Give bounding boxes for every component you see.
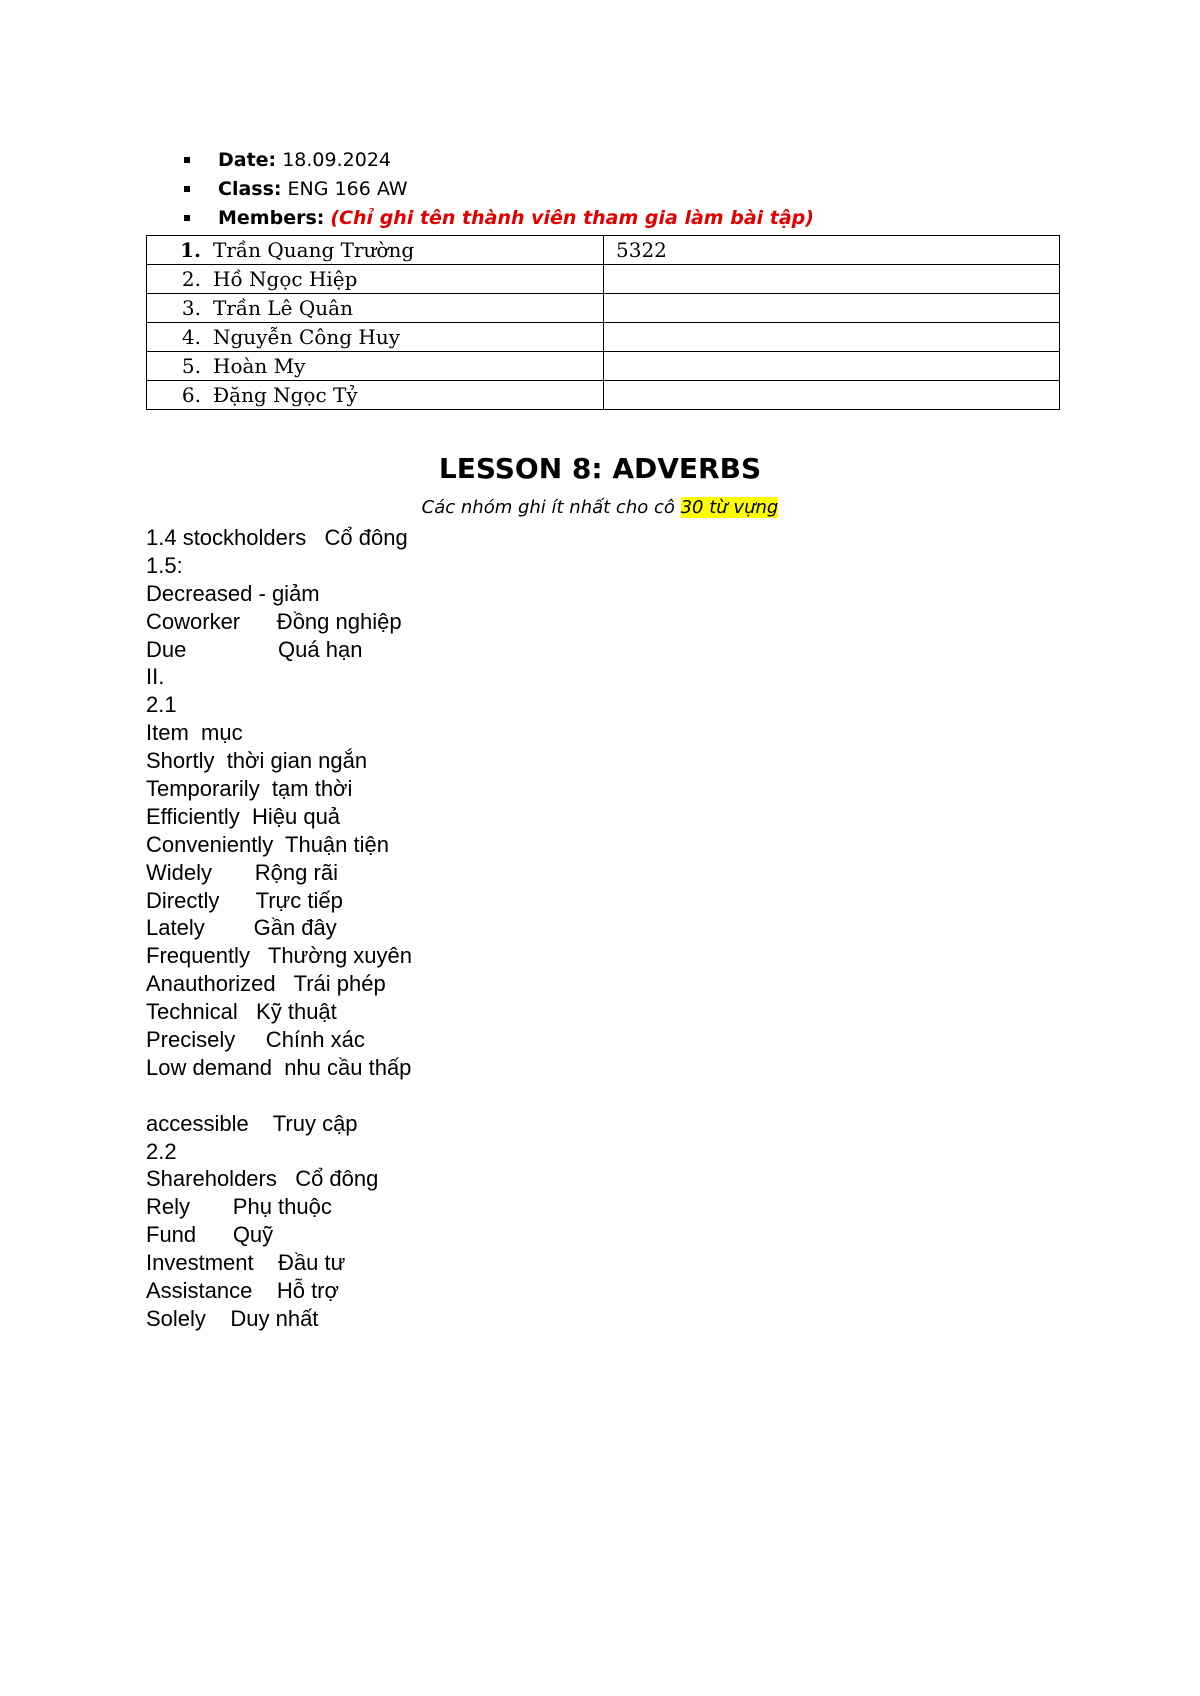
- table-row: [147, 294, 1060, 323]
- member-name-cell: [147, 323, 604, 352]
- square-bullet-icon: [184, 157, 190, 163]
- list-item: II.: [146, 664, 165, 690]
- members-note: (Chỉ ghi tên thành viên tham gia làm bài tập): [330, 207, 814, 229]
- class-line: [218, 175, 814, 204]
- member-name-cell: [147, 265, 604, 294]
- class-value: ENG 166 AW: [287, 178, 408, 200]
- list-item: Assistance Hỗ trợ: [146, 1278, 339, 1304]
- header-info-list: [218, 146, 814, 233]
- member-number: 1.: [180, 238, 201, 262]
- member-name: Trần Quang Trường: [213, 238, 415, 262]
- table-row: [147, 236, 1060, 265]
- subtitle-highlight: 30 từ vựng: [680, 497, 779, 518]
- member-note-cell: [604, 265, 1060, 294]
- member-name: Hồ Ngọc Hiệp: [213, 267, 358, 291]
- table-row: [147, 381, 1060, 410]
- member-name: Trần Lê Quân: [213, 296, 353, 320]
- list-item: Fund Quỹ: [146, 1222, 274, 1248]
- list-item: Investment Đầu tư: [146, 1250, 346, 1276]
- list-item: Conveniently Thuận tiện: [146, 831, 389, 857]
- member-name-cell: [147, 294, 604, 323]
- member-name-cell: [147, 236, 604, 265]
- table-row: [147, 323, 1060, 352]
- list-item: Rely Phụ thuộc: [146, 1194, 332, 1220]
- list-item: Due Quá hạn: [146, 636, 363, 662]
- list-item: Frequently Thường xuyên: [146, 943, 412, 969]
- date-value: 18.09.2024: [282, 149, 392, 171]
- list-item: Shortly thời gian ngắn: [146, 748, 368, 774]
- members-line: [218, 204, 814, 233]
- subtitle-text: Các nhóm ghi ít nhất cho cô: [421, 497, 681, 518]
- list-item: Low demand nhu cầu thấp: [146, 1054, 412, 1080]
- member-note-cell: [604, 352, 1060, 381]
- lesson-subtitle: [0, 497, 1200, 518]
- member-note-cell: [604, 323, 1060, 352]
- list-item: Decreased - giảm: [146, 580, 320, 606]
- square-bullet-icon: [184, 215, 190, 221]
- list-item: Widely Rộng rãi: [146, 859, 338, 885]
- table-row: [147, 265, 1060, 294]
- list-item: 1.5:: [146, 552, 183, 578]
- member-name: Nguyễn Công Huy: [213, 325, 401, 349]
- list-item: 2.1: [146, 692, 177, 718]
- list-item: Solely Duy nhất: [146, 1305, 319, 1331]
- list-item: Shareholders Cổ đông: [146, 1166, 379, 1192]
- member-name: Hoàn My: [213, 354, 306, 378]
- member-name-cell: [147, 352, 604, 381]
- list-item: Anauthorized Trái phép: [146, 971, 386, 997]
- member-name: Đặng Ngọc Tỷ: [213, 383, 358, 407]
- list-item: Lately Gần đây: [146, 915, 337, 941]
- list-item: Item mục: [146, 720, 243, 746]
- list-item: Coworker Đồng nghiệp: [146, 608, 402, 634]
- list-item: Precisely Chính xác: [146, 1027, 365, 1053]
- member-note-cell: [604, 381, 1060, 410]
- member-number: 4.: [181, 325, 201, 349]
- list-item: Efficiently Hiệu quả: [146, 803, 341, 829]
- member-name-cell: [147, 381, 604, 410]
- list-item: [146, 1082, 412, 1110]
- list-item: accessible Truy cập: [146, 1110, 358, 1136]
- date-label: Date:: [218, 149, 277, 171]
- list-item: Technical Kỹ thuật: [146, 999, 337, 1025]
- member-number: 6.: [181, 383, 201, 407]
- list-item: Temporarily tạm thời: [146, 776, 353, 802]
- table-row: [147, 352, 1060, 381]
- member-note-cell: [604, 294, 1060, 323]
- lesson-title: LESSON 8: ADVERBS: [438, 452, 762, 485]
- members-table: [146, 235, 1060, 410]
- member-number: 5.: [181, 354, 201, 378]
- member-number: 3.: [181, 296, 201, 320]
- list-item: 1.4 stockholders Cổ đông: [146, 525, 408, 550]
- vocabulary-list: [146, 524, 412, 1333]
- member-note-cell: 5322: [604, 236, 1060, 265]
- class-label: Class:: [218, 178, 282, 200]
- date-line: [218, 146, 814, 175]
- list-item: 2.2: [146, 1138, 177, 1164]
- member-number: 2.: [181, 267, 201, 291]
- list-item: Directly Trực tiếp: [146, 887, 343, 913]
- members-label: Members:: [218, 207, 325, 229]
- square-bullet-icon: [184, 186, 190, 192]
